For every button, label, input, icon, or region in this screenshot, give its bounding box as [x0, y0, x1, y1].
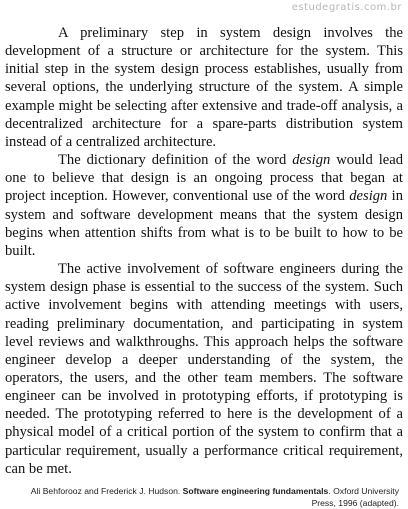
- paragraph-2-part-3: in system and software development means that the system design begins when attention shifts from what is to be built to how to be built.: [5, 188, 403, 259]
- citation-title: Software engineering fundamentals: [182, 485, 329, 496]
- citation-publisher: . Oxford University Press, 1996 (adapted).: [311, 485, 399, 508]
- paragraph-2-part-2: would lead one to believe that design is an ongoing process that began at project inception. However, conventional use of the word: [5, 152, 403, 205]
- paragraph-1: A preliminary step in system design involves the development of a structure or architecture for the system. This initial step in the system design process establishes, usually from several options, the underlying structure of the system. A simple example might be selecting after extensive and trade-off analysis, a decentralized architecture for a spare-parts distribution system instead of a centralized architecture.: [5, 25, 403, 150]
- citation-authors: Ali Behforooz and Frederick J. Hudson.: [30, 485, 183, 496]
- paragraph-2-part-1: The dictionary definition of the word: [58, 152, 293, 169]
- paragraph-3: The active involvement of software engineers during the system design phase is essential to the success of the system. Such active involvement begins with attending meetings with users, reading preliminary documentation, and participating in system level reviews and walkthroughs. This approach helps the software engineer develop a deeper understanding of the system, the operators, the users, and the other team members. The software engineer can be involved in prototyping efforts, if prototyping is needed. The prototyping referred to here is the development of a physical model of a critical portion of the system to confirm that a particular requirement, usually a performance critical requirement, can be met.: [5, 261, 403, 477]
- text-document: [5, 24, 403, 509]
- emphasis-design-1: design: [292, 152, 331, 169]
- emphasis-design-2: design: [349, 188, 388, 205]
- paragraph-2: [5, 151, 403, 260]
- site-watermark: estudegratis.com.br: [291, 2, 402, 13]
- source-citation: [5, 485, 399, 509]
